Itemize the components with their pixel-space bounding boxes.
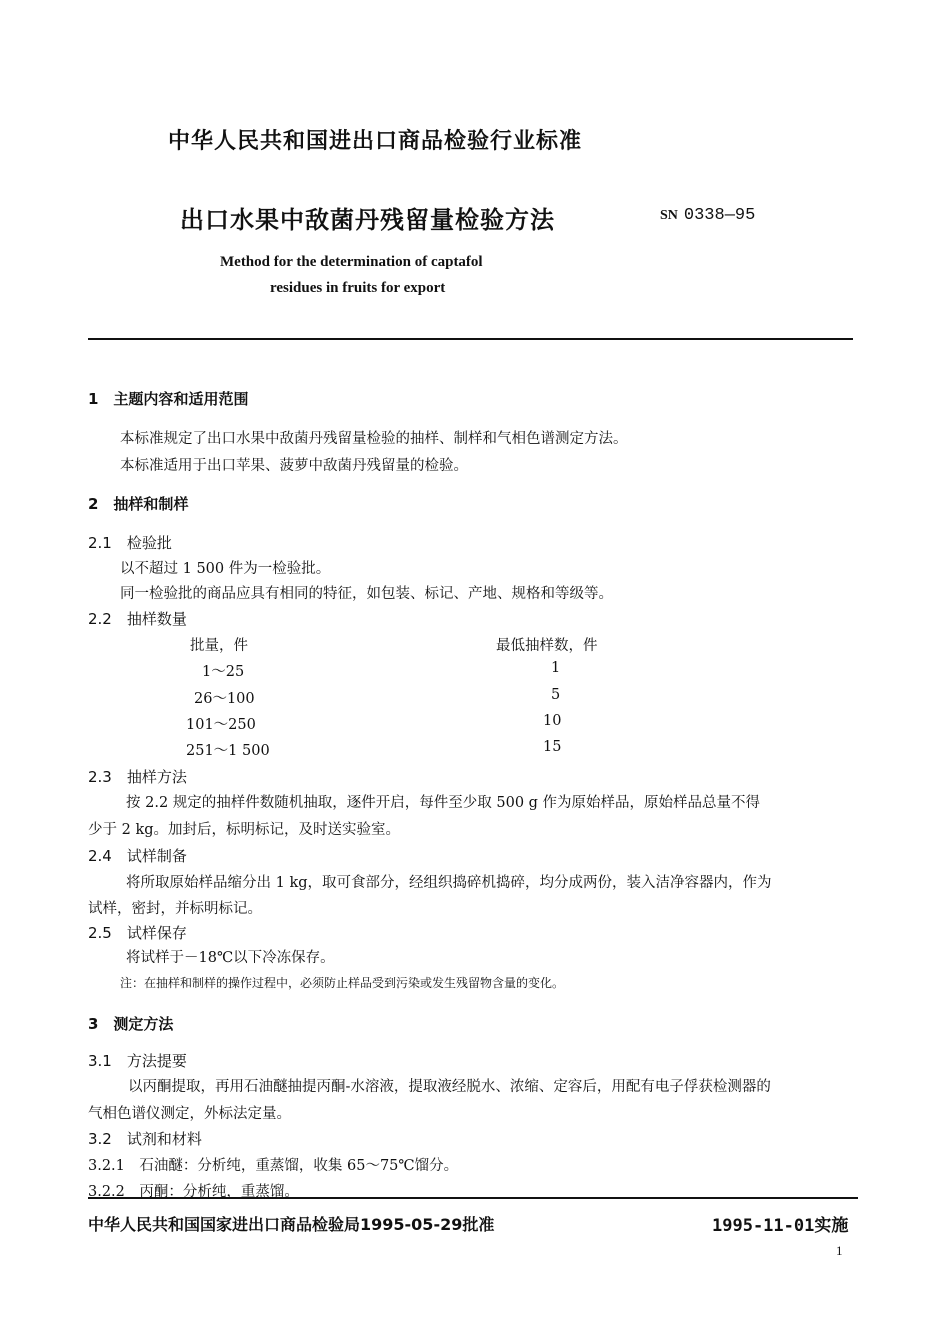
table-header-min-samples: 最低抽样数，件 [496, 638, 598, 654]
standard-code-prefix: SN [660, 208, 678, 223]
section-2-1-paragraph-2: 同一检验批的商品应具有相同的特征，如包装、标记、产地、规格和等级等。 [120, 586, 613, 602]
approval-line: 中华人民共和国国家进出口商品检验局1995-05-29批准 [88, 1215, 495, 1234]
section-2-2-heading: 2.2 抽样数量 [88, 610, 187, 628]
standard-code [660, 206, 755, 225]
header-divider [88, 338, 853, 340]
section-3-2-1: 3.2.1 石油醚：分析纯，重蒸馏，收集 65～75℃馏分。 [88, 1158, 459, 1174]
section-3-2-heading: 3.2 试剂和材料 [88, 1130, 202, 1148]
table-cell-min: 10 [543, 713, 562, 729]
document-title: 出口水果中敌菌丹残留量检验方法 [180, 206, 555, 234]
section-2-5-paragraph: 将试样于－18℃以下冷冻保存。 [126, 950, 335, 966]
table-cell-min: 15 [543, 739, 562, 755]
table-cell-lot: 1～25 [202, 664, 245, 680]
section-1-paragraph-1: 本标准规定了出口水果中敌菌丹残留量检验的抽样、制样和气相色谱测定方法。 [120, 431, 628, 447]
section-3-1-paragraph-1: 以丙酮提取，再用石油醚抽提丙酮-水溶液，提取液经脱水、浓缩、定容后，用配有电子俘获检测器的 [128, 1079, 771, 1095]
section-2-1-heading: 2.1 检验批 [88, 534, 172, 552]
section-3-heading: 3 测定方法 [88, 1015, 174, 1033]
standard-title: 中华人民共和国进出口商品检验行业标准 [168, 129, 583, 154]
effective-date: 1995-11-01实施 [712, 1216, 849, 1236]
section-2-4-heading: 2.4 试样制备 [88, 847, 187, 865]
section-1-paragraph-2: 本标准适用于出口苹果、菠萝中敌菌丹残留量的检验。 [120, 458, 468, 474]
table-header-lot: 批量，件 [190, 638, 248, 654]
section-2-3-paragraph-2: 少于 2 kg。加封后，标明标记，及时送实验室。 [88, 822, 401, 838]
page-number: 1 [836, 1243, 843, 1258]
table-cell-min: 5 [551, 687, 561, 703]
section-3-2-2: 3.2.2 丙酮：分析纯，重蒸馏。 [88, 1184, 299, 1200]
table-cell-lot: 101～250 [186, 717, 256, 733]
section-2-4-paragraph-2: 试样，密封，并标明标记。 [88, 901, 262, 917]
section-2-3-heading: 2.3 抽样方法 [88, 768, 187, 786]
section-2-4-paragraph-1: 将所取原始样品缩分出 1 kg，取可食部分，经组织捣碎机捣碎，均分成两份，装入洁净容器内，作为 [126, 875, 772, 891]
section-2-3-paragraph-1: 按 2.2 规定的抽样件数随机抽取，逐件开启，每件至少取 500 g 作为原始样品，原始样品总量不得 [126, 795, 761, 811]
section-2-heading: 2 抽样和制样 [88, 495, 189, 513]
table-cell-lot: 26～100 [194, 691, 255, 707]
table-cell-min: 1 [551, 660, 561, 676]
section-2-1-paragraph-1: 以不超过 1 500 件为一检验批。 [120, 561, 331, 577]
section-1-heading: 1 主题内容和适用范围 [88, 390, 249, 408]
english-title-line1: Method for the determination of captafol [220, 254, 483, 270]
section-3-1-paragraph-2: 气相色谱仪测定，外标法定量。 [88, 1106, 291, 1122]
english-title-line2: residues in fruits for export [270, 280, 446, 296]
standard-code-number: 0338—95 [683, 206, 756, 225]
table-cell-lot: 251～1 500 [186, 743, 270, 759]
section-3-1-heading: 3.1 方法提要 [88, 1052, 187, 1070]
section-2-5-note: 注：在抽样和制样的操作过程中，必须防止样品受到污染或发生残留物含量的变化。 [120, 976, 565, 990]
footer-divider [88, 1197, 858, 1199]
section-2-5-heading: 2.5 试样保存 [88, 924, 187, 942]
